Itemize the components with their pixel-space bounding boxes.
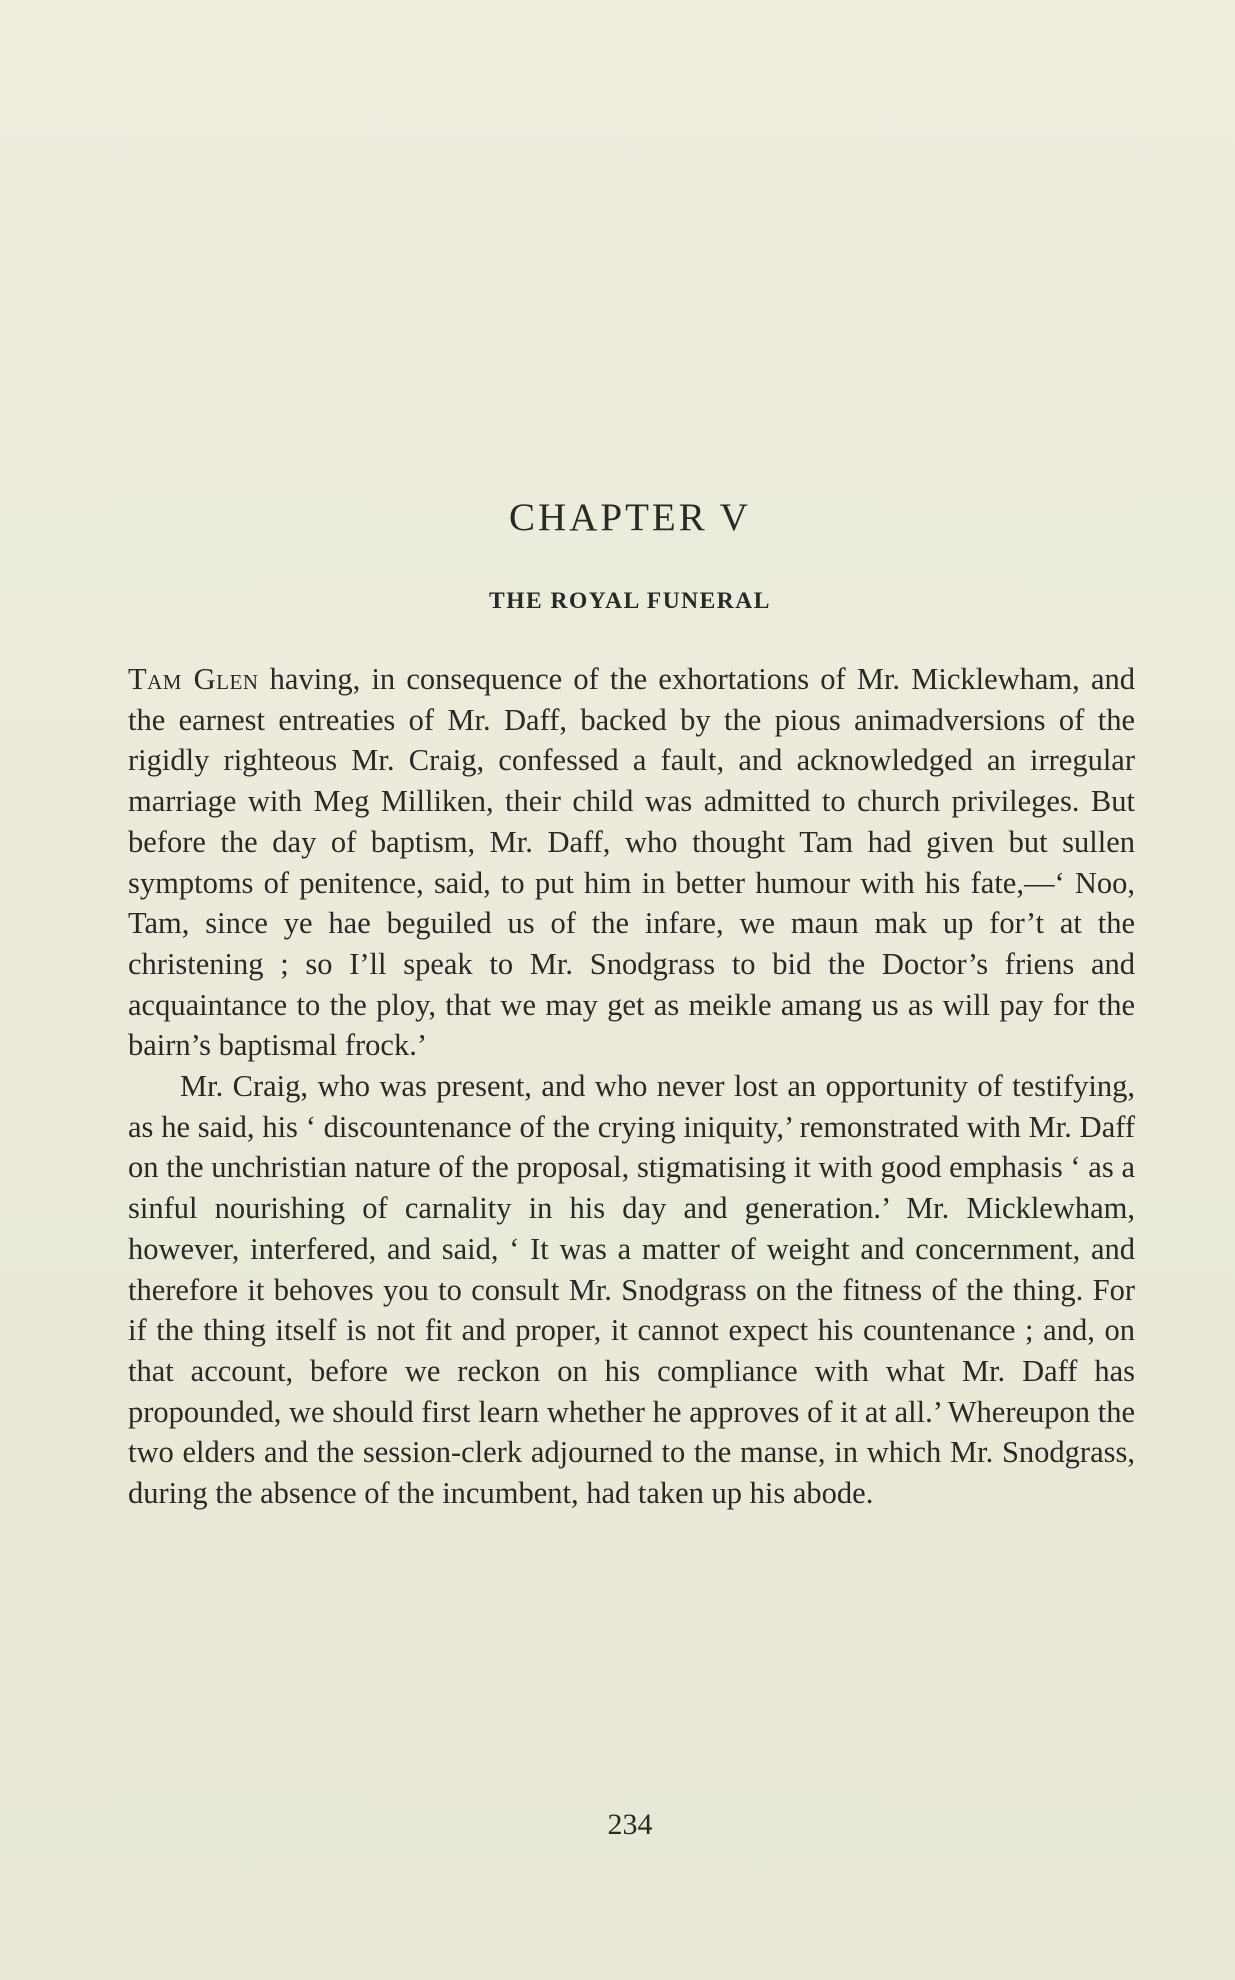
body-text: [128, 659, 1135, 1514]
paragraph-1-text: having, in consequence of the exhortations of Mr. Micklewham, and the earnest entreaties of Mr. Daff, backed by the pious animadversions of the rigidly righteous Mr. Craig, confessed a fault, and acknowledged an irregular marriage with Meg Milliken, their child was admitted to church privileges. But before the day of baptism, Mr. Daff, who thought Tam had given but sullen symptoms of penitence, said, to put him in better humour with his fate,—‘ Noo, Tam, since ye hae beguiled us of the infare, we maun mak up for’t at the christening ; so I’ll speak to Mr. Snodgrass to bid the Doctor’s friens and acquaintance to the ploy, that we may get as meikle amang us as will pay for the bairn’s baptismal frock.’: [128, 662, 1135, 1063]
chapter-heading: CHAPTER V: [509, 496, 751, 539]
paragraph-lead-smallcaps: Tam Glen: [128, 662, 259, 696]
chapter-subtitle: THE ROYAL FUNERAL: [489, 588, 771, 614]
paragraph-1: [128, 659, 1135, 1066]
page-number: 234: [607, 1808, 653, 1841]
paragraph-2: Mr. Craig, who was present, and who never lost an opportunity of testifying, as he said, his ‘ discountenance of the crying iniquity,’ remonstrated with Mr. Daff on the unchristian nature of the proposal, stigmatising it with good emphasis ‘ as a sinful nourishing of carnality in his day and generation.’ Mr. Micklewham, however, interfered, and said, ‘ It was a matter of weight and concernment, and therefore it behoves you to consult Mr. Snodgrass on the fitness of the thing. For if the thing itself is not fit and proper, it cannot expect his countenance ; and, on that account, before we reckon on his compliance with what Mr. Daff has propounded, we should first learn whether he approves of it at all.’ Whereupon the two elders and the session-clerk adjourned to the manse, in which Mr. Snodgrass, during the absence of the incumbent, had taken up his abode.: [128, 1069, 1135, 1511]
